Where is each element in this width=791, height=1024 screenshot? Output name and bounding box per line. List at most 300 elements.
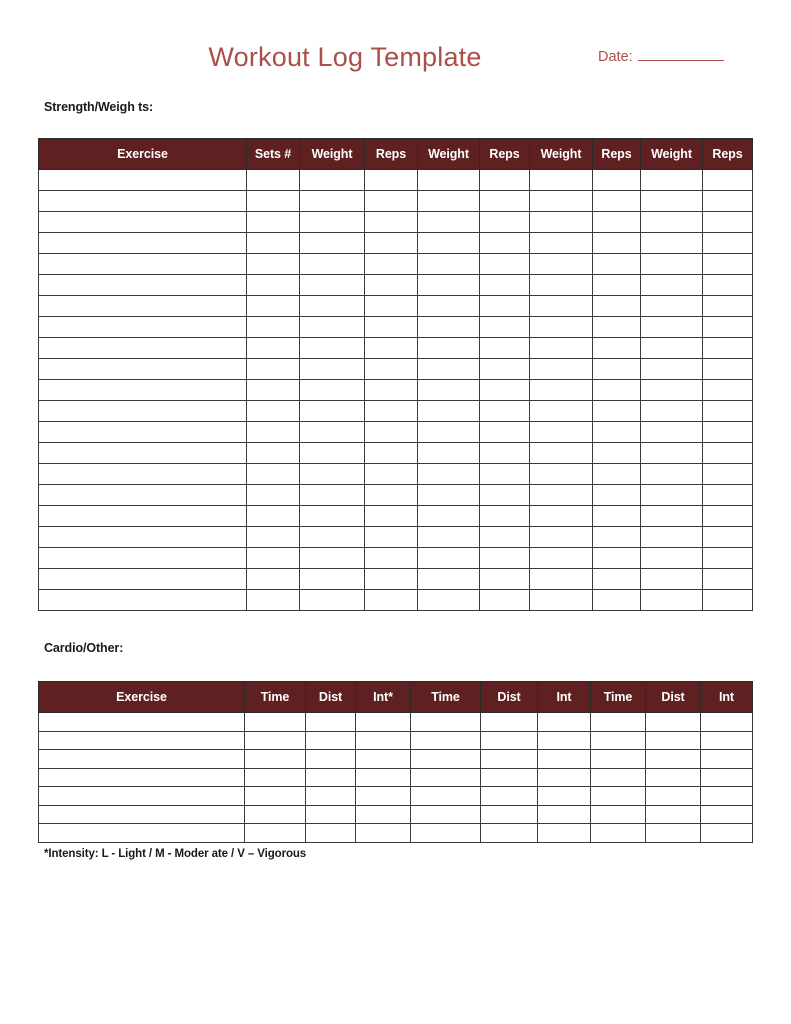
table-cell[interactable] xyxy=(306,750,356,769)
table-cell[interactable] xyxy=(300,380,365,401)
table-cell[interactable] xyxy=(300,170,365,191)
cardio-col-header-8[interactable]: Dist xyxy=(646,682,701,713)
table-cell[interactable] xyxy=(641,443,703,464)
table-cell[interactable] xyxy=(703,569,753,590)
table-cell[interactable] xyxy=(530,443,593,464)
table-cell[interactable] xyxy=(356,768,411,787)
table-cell[interactable] xyxy=(300,506,365,527)
table-cell[interactable] xyxy=(641,506,703,527)
table-cell[interactable] xyxy=(480,317,530,338)
table-cell[interactable] xyxy=(646,824,701,843)
strength-col-header-0[interactable]: Exercise xyxy=(39,139,247,170)
table-cell[interactable] xyxy=(480,170,530,191)
table-cell[interactable] xyxy=(641,401,703,422)
table-cell[interactable] xyxy=(39,787,245,806)
table-cell[interactable] xyxy=(365,296,418,317)
table-cell[interactable] xyxy=(703,590,753,611)
table-cell[interactable] xyxy=(300,464,365,485)
table-cell[interactable] xyxy=(641,338,703,359)
table-cell[interactable] xyxy=(480,401,530,422)
table-cell[interactable] xyxy=(530,191,593,212)
table-cell[interactable] xyxy=(703,359,753,380)
table-cell[interactable] xyxy=(641,170,703,191)
table-cell[interactable] xyxy=(300,548,365,569)
strength-col-header-1[interactable]: Sets # xyxy=(247,139,300,170)
table-cell[interactable] xyxy=(365,527,418,548)
table-cell[interactable] xyxy=(593,422,641,443)
table-cell[interactable] xyxy=(247,254,300,275)
table-cell[interactable] xyxy=(300,422,365,443)
table-cell[interactable] xyxy=(365,422,418,443)
table-cell[interactable] xyxy=(646,731,701,750)
table-cell[interactable] xyxy=(703,212,753,233)
table-cell[interactable] xyxy=(247,380,300,401)
table-cell[interactable] xyxy=(418,191,480,212)
table-cell[interactable] xyxy=(641,548,703,569)
table-cell[interactable] xyxy=(39,422,247,443)
table-cell[interactable] xyxy=(247,275,300,296)
table-cell[interactable] xyxy=(530,422,593,443)
table-cell[interactable] xyxy=(480,506,530,527)
table-cell[interactable] xyxy=(641,212,703,233)
table-cell[interactable] xyxy=(39,569,247,590)
table-cell[interactable] xyxy=(591,787,646,806)
table-cell[interactable] xyxy=(480,590,530,611)
table-cell[interactable] xyxy=(530,569,593,590)
table-cell[interactable] xyxy=(356,731,411,750)
table-cell[interactable] xyxy=(39,485,247,506)
table-cell[interactable] xyxy=(641,191,703,212)
table-cell[interactable] xyxy=(593,212,641,233)
table-cell[interactable] xyxy=(306,731,356,750)
table-cell[interactable] xyxy=(480,359,530,380)
cardio-col-header-3[interactable]: Int* xyxy=(356,682,411,713)
table-cell[interactable] xyxy=(481,768,538,787)
table-cell[interactable] xyxy=(538,768,591,787)
table-cell[interactable] xyxy=(300,569,365,590)
table-cell[interactable] xyxy=(703,422,753,443)
table-cell[interactable] xyxy=(593,191,641,212)
table-cell[interactable] xyxy=(247,401,300,422)
table-cell[interactable] xyxy=(39,233,247,254)
table-cell[interactable] xyxy=(530,527,593,548)
table-cell[interactable] xyxy=(703,317,753,338)
cardio-col-header-0[interactable]: Exercise xyxy=(39,682,245,713)
table-cell[interactable] xyxy=(641,359,703,380)
cardio-col-header-5[interactable]: Dist xyxy=(481,682,538,713)
table-cell[interactable] xyxy=(480,275,530,296)
table-cell[interactable] xyxy=(591,713,646,732)
table-cell[interactable] xyxy=(480,254,530,275)
table-cell[interactable] xyxy=(538,713,591,732)
table-cell[interactable] xyxy=(418,170,480,191)
table-cell[interactable] xyxy=(39,359,247,380)
table-cell[interactable] xyxy=(703,296,753,317)
table-cell[interactable] xyxy=(530,506,593,527)
table-cell[interactable] xyxy=(306,768,356,787)
table-cell[interactable] xyxy=(641,254,703,275)
table-cell[interactable] xyxy=(300,212,365,233)
table-cell[interactable] xyxy=(300,485,365,506)
table-cell[interactable] xyxy=(356,805,411,824)
table-cell[interactable] xyxy=(300,275,365,296)
table-cell[interactable] xyxy=(418,422,480,443)
table-cell[interactable] xyxy=(703,548,753,569)
table-cell[interactable] xyxy=(538,787,591,806)
table-cell[interactable] xyxy=(480,485,530,506)
table-cell[interactable] xyxy=(365,380,418,401)
table-cell[interactable] xyxy=(646,787,701,806)
table-cell[interactable] xyxy=(247,590,300,611)
table-cell[interactable] xyxy=(538,824,591,843)
table-cell[interactable] xyxy=(593,527,641,548)
table-cell[interactable] xyxy=(247,212,300,233)
table-cell[interactable] xyxy=(300,296,365,317)
table-cell[interactable] xyxy=(641,569,703,590)
table-cell[interactable] xyxy=(365,464,418,485)
table-cell[interactable] xyxy=(39,805,245,824)
table-cell[interactable] xyxy=(300,338,365,359)
table-cell[interactable] xyxy=(593,485,641,506)
table-cell[interactable] xyxy=(480,296,530,317)
table-cell[interactable] xyxy=(39,170,247,191)
cardio-col-header-9[interactable]: Int xyxy=(701,682,753,713)
table-cell[interactable] xyxy=(591,768,646,787)
strength-col-header-3[interactable]: Reps xyxy=(365,139,418,170)
table-cell[interactable] xyxy=(641,464,703,485)
table-cell[interactable] xyxy=(593,338,641,359)
table-cell[interactable] xyxy=(593,569,641,590)
table-cell[interactable] xyxy=(39,464,247,485)
table-cell[interactable] xyxy=(641,317,703,338)
table-cell[interactable] xyxy=(591,731,646,750)
table-cell[interactable] xyxy=(411,824,481,843)
table-cell[interactable] xyxy=(245,750,306,769)
table-cell[interactable] xyxy=(481,805,538,824)
table-cell[interactable] xyxy=(247,464,300,485)
table-cell[interactable] xyxy=(300,254,365,275)
table-cell[interactable] xyxy=(411,787,481,806)
table-cell[interactable] xyxy=(300,590,365,611)
table-cell[interactable] xyxy=(480,233,530,254)
table-cell[interactable] xyxy=(481,750,538,769)
table-cell[interactable] xyxy=(39,713,245,732)
table-cell[interactable] xyxy=(247,338,300,359)
table-cell[interactable] xyxy=(701,713,753,732)
table-cell[interactable] xyxy=(703,506,753,527)
table-cell[interactable] xyxy=(703,380,753,401)
table-cell[interactable] xyxy=(530,380,593,401)
table-cell[interactable] xyxy=(418,233,480,254)
table-cell[interactable] xyxy=(39,380,247,401)
strength-col-header-8[interactable]: Weight xyxy=(641,139,703,170)
table-cell[interactable] xyxy=(411,713,481,732)
table-cell[interactable] xyxy=(39,275,247,296)
table-cell[interactable] xyxy=(365,317,418,338)
table-cell[interactable] xyxy=(39,590,247,611)
table-cell[interactable] xyxy=(39,443,247,464)
table-cell[interactable] xyxy=(530,401,593,422)
table-cell[interactable] xyxy=(300,401,365,422)
table-cell[interactable] xyxy=(356,750,411,769)
table-cell[interactable] xyxy=(39,317,247,338)
table-cell[interactable] xyxy=(418,296,480,317)
table-cell[interactable] xyxy=(480,422,530,443)
table-cell[interactable] xyxy=(481,824,538,843)
table-cell[interactable] xyxy=(530,212,593,233)
table-cell[interactable] xyxy=(591,824,646,843)
table-cell[interactable] xyxy=(641,380,703,401)
table-cell[interactable] xyxy=(703,401,753,422)
cardio-col-header-7[interactable]: Time xyxy=(591,682,646,713)
table-cell[interactable] xyxy=(365,359,418,380)
table-cell[interactable] xyxy=(418,443,480,464)
table-cell[interactable] xyxy=(247,569,300,590)
table-cell[interactable] xyxy=(39,750,245,769)
table-cell[interactable] xyxy=(418,590,480,611)
table-cell[interactable] xyxy=(530,359,593,380)
table-cell[interactable] xyxy=(418,485,480,506)
cardio-col-header-6[interactable]: Int xyxy=(538,682,591,713)
table-cell[interactable] xyxy=(593,464,641,485)
table-cell[interactable] xyxy=(365,443,418,464)
table-cell[interactable] xyxy=(365,401,418,422)
table-cell[interactable] xyxy=(39,548,247,569)
table-cell[interactable] xyxy=(593,317,641,338)
table-cell[interactable] xyxy=(365,338,418,359)
table-cell[interactable] xyxy=(530,317,593,338)
table-cell[interactable] xyxy=(418,401,480,422)
table-cell[interactable] xyxy=(306,713,356,732)
table-cell[interactable] xyxy=(703,464,753,485)
table-cell[interactable] xyxy=(247,170,300,191)
table-cell[interactable] xyxy=(703,338,753,359)
table-cell[interactable] xyxy=(701,824,753,843)
table-cell[interactable] xyxy=(641,485,703,506)
table-cell[interactable] xyxy=(646,805,701,824)
table-cell[interactable] xyxy=(300,359,365,380)
strength-col-header-5[interactable]: Reps xyxy=(480,139,530,170)
table-cell[interactable] xyxy=(418,254,480,275)
table-cell[interactable] xyxy=(703,233,753,254)
table-cell[interactable] xyxy=(641,233,703,254)
table-cell[interactable] xyxy=(247,527,300,548)
table-cell[interactable] xyxy=(418,569,480,590)
strength-col-header-6[interactable]: Weight xyxy=(530,139,593,170)
table-cell[interactable] xyxy=(418,380,480,401)
table-cell[interactable] xyxy=(593,506,641,527)
table-cell[interactable] xyxy=(481,731,538,750)
table-cell[interactable] xyxy=(701,750,753,769)
table-cell[interactable] xyxy=(530,464,593,485)
table-cell[interactable] xyxy=(530,275,593,296)
table-cell[interactable] xyxy=(300,191,365,212)
table-cell[interactable] xyxy=(646,750,701,769)
table-cell[interactable] xyxy=(538,805,591,824)
table-cell[interactable] xyxy=(480,548,530,569)
table-cell[interactable] xyxy=(593,254,641,275)
table-cell[interactable] xyxy=(418,275,480,296)
table-cell[interactable] xyxy=(418,548,480,569)
table-cell[interactable] xyxy=(418,464,480,485)
table-cell[interactable] xyxy=(641,296,703,317)
table-cell[interactable] xyxy=(411,731,481,750)
table-cell[interactable] xyxy=(39,824,245,843)
table-cell[interactable] xyxy=(701,731,753,750)
table-cell[interactable] xyxy=(245,805,306,824)
table-cell[interactable] xyxy=(39,527,247,548)
table-cell[interactable] xyxy=(247,506,300,527)
cardio-col-header-2[interactable]: Dist xyxy=(306,682,356,713)
table-cell[interactable] xyxy=(481,713,538,732)
table-cell[interactable] xyxy=(481,787,538,806)
table-cell[interactable] xyxy=(538,731,591,750)
table-cell[interactable] xyxy=(39,768,245,787)
table-cell[interactable] xyxy=(480,527,530,548)
table-cell[interactable] xyxy=(641,422,703,443)
table-cell[interactable] xyxy=(365,506,418,527)
table-cell[interactable] xyxy=(701,787,753,806)
table-cell[interactable] xyxy=(247,443,300,464)
table-cell[interactable] xyxy=(365,191,418,212)
table-cell[interactable] xyxy=(247,359,300,380)
table-cell[interactable] xyxy=(591,805,646,824)
table-cell[interactable] xyxy=(418,506,480,527)
table-cell[interactable] xyxy=(480,464,530,485)
table-cell[interactable] xyxy=(306,805,356,824)
table-cell[interactable] xyxy=(701,805,753,824)
strength-col-header-4[interactable]: Weight xyxy=(418,139,480,170)
table-cell[interactable] xyxy=(300,443,365,464)
table-cell[interactable] xyxy=(245,824,306,843)
table-cell[interactable] xyxy=(530,485,593,506)
table-cell[interactable] xyxy=(703,170,753,191)
date-input[interactable] xyxy=(638,47,724,61)
table-cell[interactable] xyxy=(418,317,480,338)
table-cell[interactable] xyxy=(247,548,300,569)
table-cell[interactable] xyxy=(418,527,480,548)
table-cell[interactable] xyxy=(593,170,641,191)
table-cell[interactable] xyxy=(365,548,418,569)
table-cell[interactable] xyxy=(245,731,306,750)
table-cell[interactable] xyxy=(530,296,593,317)
table-cell[interactable] xyxy=(365,275,418,296)
table-cell[interactable] xyxy=(593,275,641,296)
table-cell[interactable] xyxy=(646,713,701,732)
cardio-col-header-1[interactable]: Time xyxy=(245,682,306,713)
table-cell[interactable] xyxy=(356,824,411,843)
table-cell[interactable] xyxy=(593,548,641,569)
table-cell[interactable] xyxy=(39,731,245,750)
table-cell[interactable] xyxy=(703,275,753,296)
table-cell[interactable] xyxy=(480,338,530,359)
table-cell[interactable] xyxy=(411,750,481,769)
table-cell[interactable] xyxy=(703,443,753,464)
table-cell[interactable] xyxy=(530,254,593,275)
table-cell[interactable] xyxy=(247,317,300,338)
table-cell[interactable] xyxy=(591,750,646,769)
table-cell[interactable] xyxy=(245,768,306,787)
table-cell[interactable] xyxy=(641,275,703,296)
table-cell[interactable] xyxy=(703,527,753,548)
table-cell[interactable] xyxy=(365,485,418,506)
table-cell[interactable] xyxy=(247,296,300,317)
table-cell[interactable] xyxy=(703,191,753,212)
table-cell[interactable] xyxy=(593,296,641,317)
table-cell[interactable] xyxy=(480,380,530,401)
table-cell[interactable] xyxy=(365,170,418,191)
table-cell[interactable] xyxy=(365,212,418,233)
table-cell[interactable] xyxy=(593,401,641,422)
table-cell[interactable] xyxy=(530,233,593,254)
table-cell[interactable] xyxy=(538,750,591,769)
table-cell[interactable] xyxy=(530,170,593,191)
table-cell[interactable] xyxy=(530,590,593,611)
table-cell[interactable] xyxy=(39,401,247,422)
table-cell[interactable] xyxy=(39,212,247,233)
table-cell[interactable] xyxy=(39,191,247,212)
strength-col-header-2[interactable]: Weight xyxy=(300,139,365,170)
table-cell[interactable] xyxy=(247,485,300,506)
table-cell[interactable] xyxy=(356,713,411,732)
table-cell[interactable] xyxy=(641,590,703,611)
table-cell[interactable] xyxy=(480,569,530,590)
table-cell[interactable] xyxy=(418,338,480,359)
table-cell[interactable] xyxy=(356,787,411,806)
table-cell[interactable] xyxy=(39,254,247,275)
table-cell[interactable] xyxy=(418,359,480,380)
table-cell[interactable] xyxy=(245,713,306,732)
strength-col-header-7[interactable]: Reps xyxy=(593,139,641,170)
table-cell[interactable] xyxy=(39,296,247,317)
table-cell[interactable] xyxy=(418,212,480,233)
table-cell[interactable] xyxy=(247,233,300,254)
table-cell[interactable] xyxy=(646,768,701,787)
table-cell[interactable] xyxy=(701,768,753,787)
table-cell[interactable] xyxy=(411,768,481,787)
table-cell[interactable] xyxy=(530,548,593,569)
date-field-group[interactable] xyxy=(598,47,724,67)
table-cell[interactable] xyxy=(703,485,753,506)
table-cell[interactable] xyxy=(480,191,530,212)
table-cell[interactable] xyxy=(39,338,247,359)
table-cell[interactable] xyxy=(593,590,641,611)
table-cell[interactable] xyxy=(480,212,530,233)
table-cell[interactable] xyxy=(411,805,481,824)
table-cell[interactable] xyxy=(245,787,306,806)
table-cell[interactable] xyxy=(247,191,300,212)
table-cell[interactable] xyxy=(593,443,641,464)
table-cell[interactable] xyxy=(247,422,300,443)
table-cell[interactable] xyxy=(306,787,356,806)
table-cell[interactable] xyxy=(530,338,593,359)
cardio-col-header-4[interactable]: Time xyxy=(411,682,481,713)
table-cell[interactable] xyxy=(593,233,641,254)
table-cell[interactable] xyxy=(480,443,530,464)
table-cell[interactable] xyxy=(703,254,753,275)
table-cell[interactable] xyxy=(300,233,365,254)
table-cell[interactable] xyxy=(306,824,356,843)
table-cell[interactable] xyxy=(39,506,247,527)
table-cell[interactable] xyxy=(593,359,641,380)
table-cell[interactable] xyxy=(365,569,418,590)
table-cell[interactable] xyxy=(365,590,418,611)
table-cell[interactable] xyxy=(365,254,418,275)
table-cell[interactable] xyxy=(300,317,365,338)
strength-col-header-9[interactable]: Reps xyxy=(703,139,753,170)
table-cell[interactable] xyxy=(593,380,641,401)
table-cell[interactable] xyxy=(641,527,703,548)
